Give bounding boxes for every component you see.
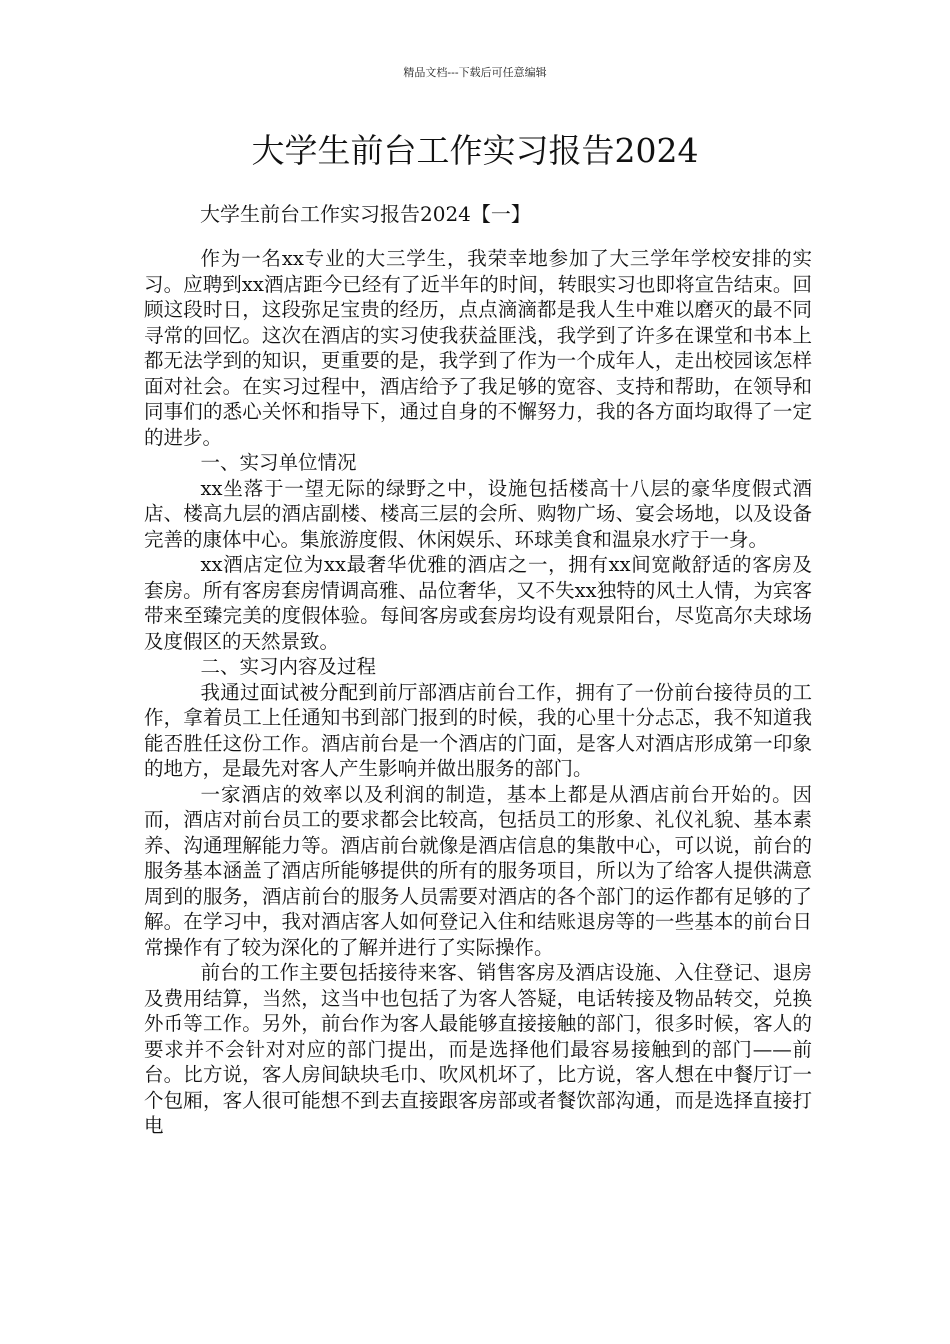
header-note: 精品文档---下载后可任意编辑 [403, 66, 547, 79]
paragraph-hotel-positioning: xx酒店定位为xx最奢华优雅的酒店之一，拥有xx间宽敞舒适的客房及套房。所有客房套房情调高雅、品位奢华，又不失xx独特的风土人情，为宾客带来至臻完美的度假体验。每间客房或套房均设有观景阳台，尽览高尔夫球场及度假区的天然景致。 [144, 553, 812, 653]
paragraph-intro: 作为一名xx专业的大三学生，我荣幸地参加了大三学年学校安排的实习。应聘到xx酒店距今已经有了近半年的时间，转眼实习也即将宣告结束。回顾这段时日，这段弥足宝贵的经历，点点滴滴都是我人生中难以磨灭的最不同寻常的回忆。这次在酒店的实习使我获益匪浅，我学到了许多在课堂和书本上都无法学到的知识，更重要的是，我学到了作为一个成年人，走出校园该怎样面对社会。在实习过程中，酒店给予了我足够的宽容、支持和帮助，在领导和同事们的悉心关怀和指导下，通过自身的不懈努力，我的各方面均取得了一定的进步。 [144, 247, 812, 449]
section-heading-content-process: 二、实习内容及过程 [200, 655, 377, 678]
document-title: 大学生前台工作实习报告2024 [251, 131, 699, 170]
paragraph-assignment: 我通过面试被分配到前厅部酒店前台工作，拥有了一份前台接待员的工作，拿着员工上任通知书到部门报到的时候，我的心里十分忐忑，我不知道我能否胜任这份工作。酒店前台是一个酒店的门面，是客人对酒店形成第一印象的地方，是最先对客人产生影响并做出服务的部门。 [144, 680, 812, 780]
paragraph-front-desk-duties: 前台的工作主要包括接待来客、销售客房及酒店设施、入住登记、退房及费用结算，当然，这当中也包括了为客人答疑，电话转接及物品转交，兑换外币等工作。另外，前台作为客人最能够直接接触的部门，很多时候，客人的要求并不会针对对应的部门提出，而是选择他们最容易接触到的部门——前台。比方说，客人房间缺块毛巾、吹风机坏了，比方说，客人想在中餐厅订一个包厢，客人很可能想不到去直接跟客房部或者餐饮部沟通，而是选择直接打电 [144, 961, 812, 1137]
paragraph-hotel-location: xx坐落于一望无际的绿野之中，设施包括楼高十八层的豪华度假式酒店、楼高九层的酒店副楼、楼高三层的会所、购物广场、宴会场地，以及设备完善的康体中心。集旅游度假、休闲娱乐、环球美食和温泉水疗于一身。 [144, 476, 812, 551]
section-heading-unit-info: 一、实习单位情况 [200, 451, 357, 474]
document-body [144, 246, 812, 1139]
section-subtitle: 大学生前台工作实习报告2024【一】 [200, 202, 531, 226]
paragraph-front-desk-efficiency: 一家酒店的效率以及利润的制造，基本上都是从酒店前台开始的。因而，酒店对前台员工的要求都会比较高，包括员工的形象、礼仪礼貌、基本素养、沟通理解能力等。酒店前台就像是酒店信息的集散中心，可以说，前台的服务基本涵盖了酒店所能够提供的所有的服务项目，所以为了给客人提供满意周到的服务，酒店前台的服务人员需要对酒店的各个部门的运作都有足够的了解。在学习中，我对酒店客人如何登记入住和结账退房等的一些基本的前台日常操作有了较为深化的了解并进行了实际操作。 [144, 782, 812, 959]
